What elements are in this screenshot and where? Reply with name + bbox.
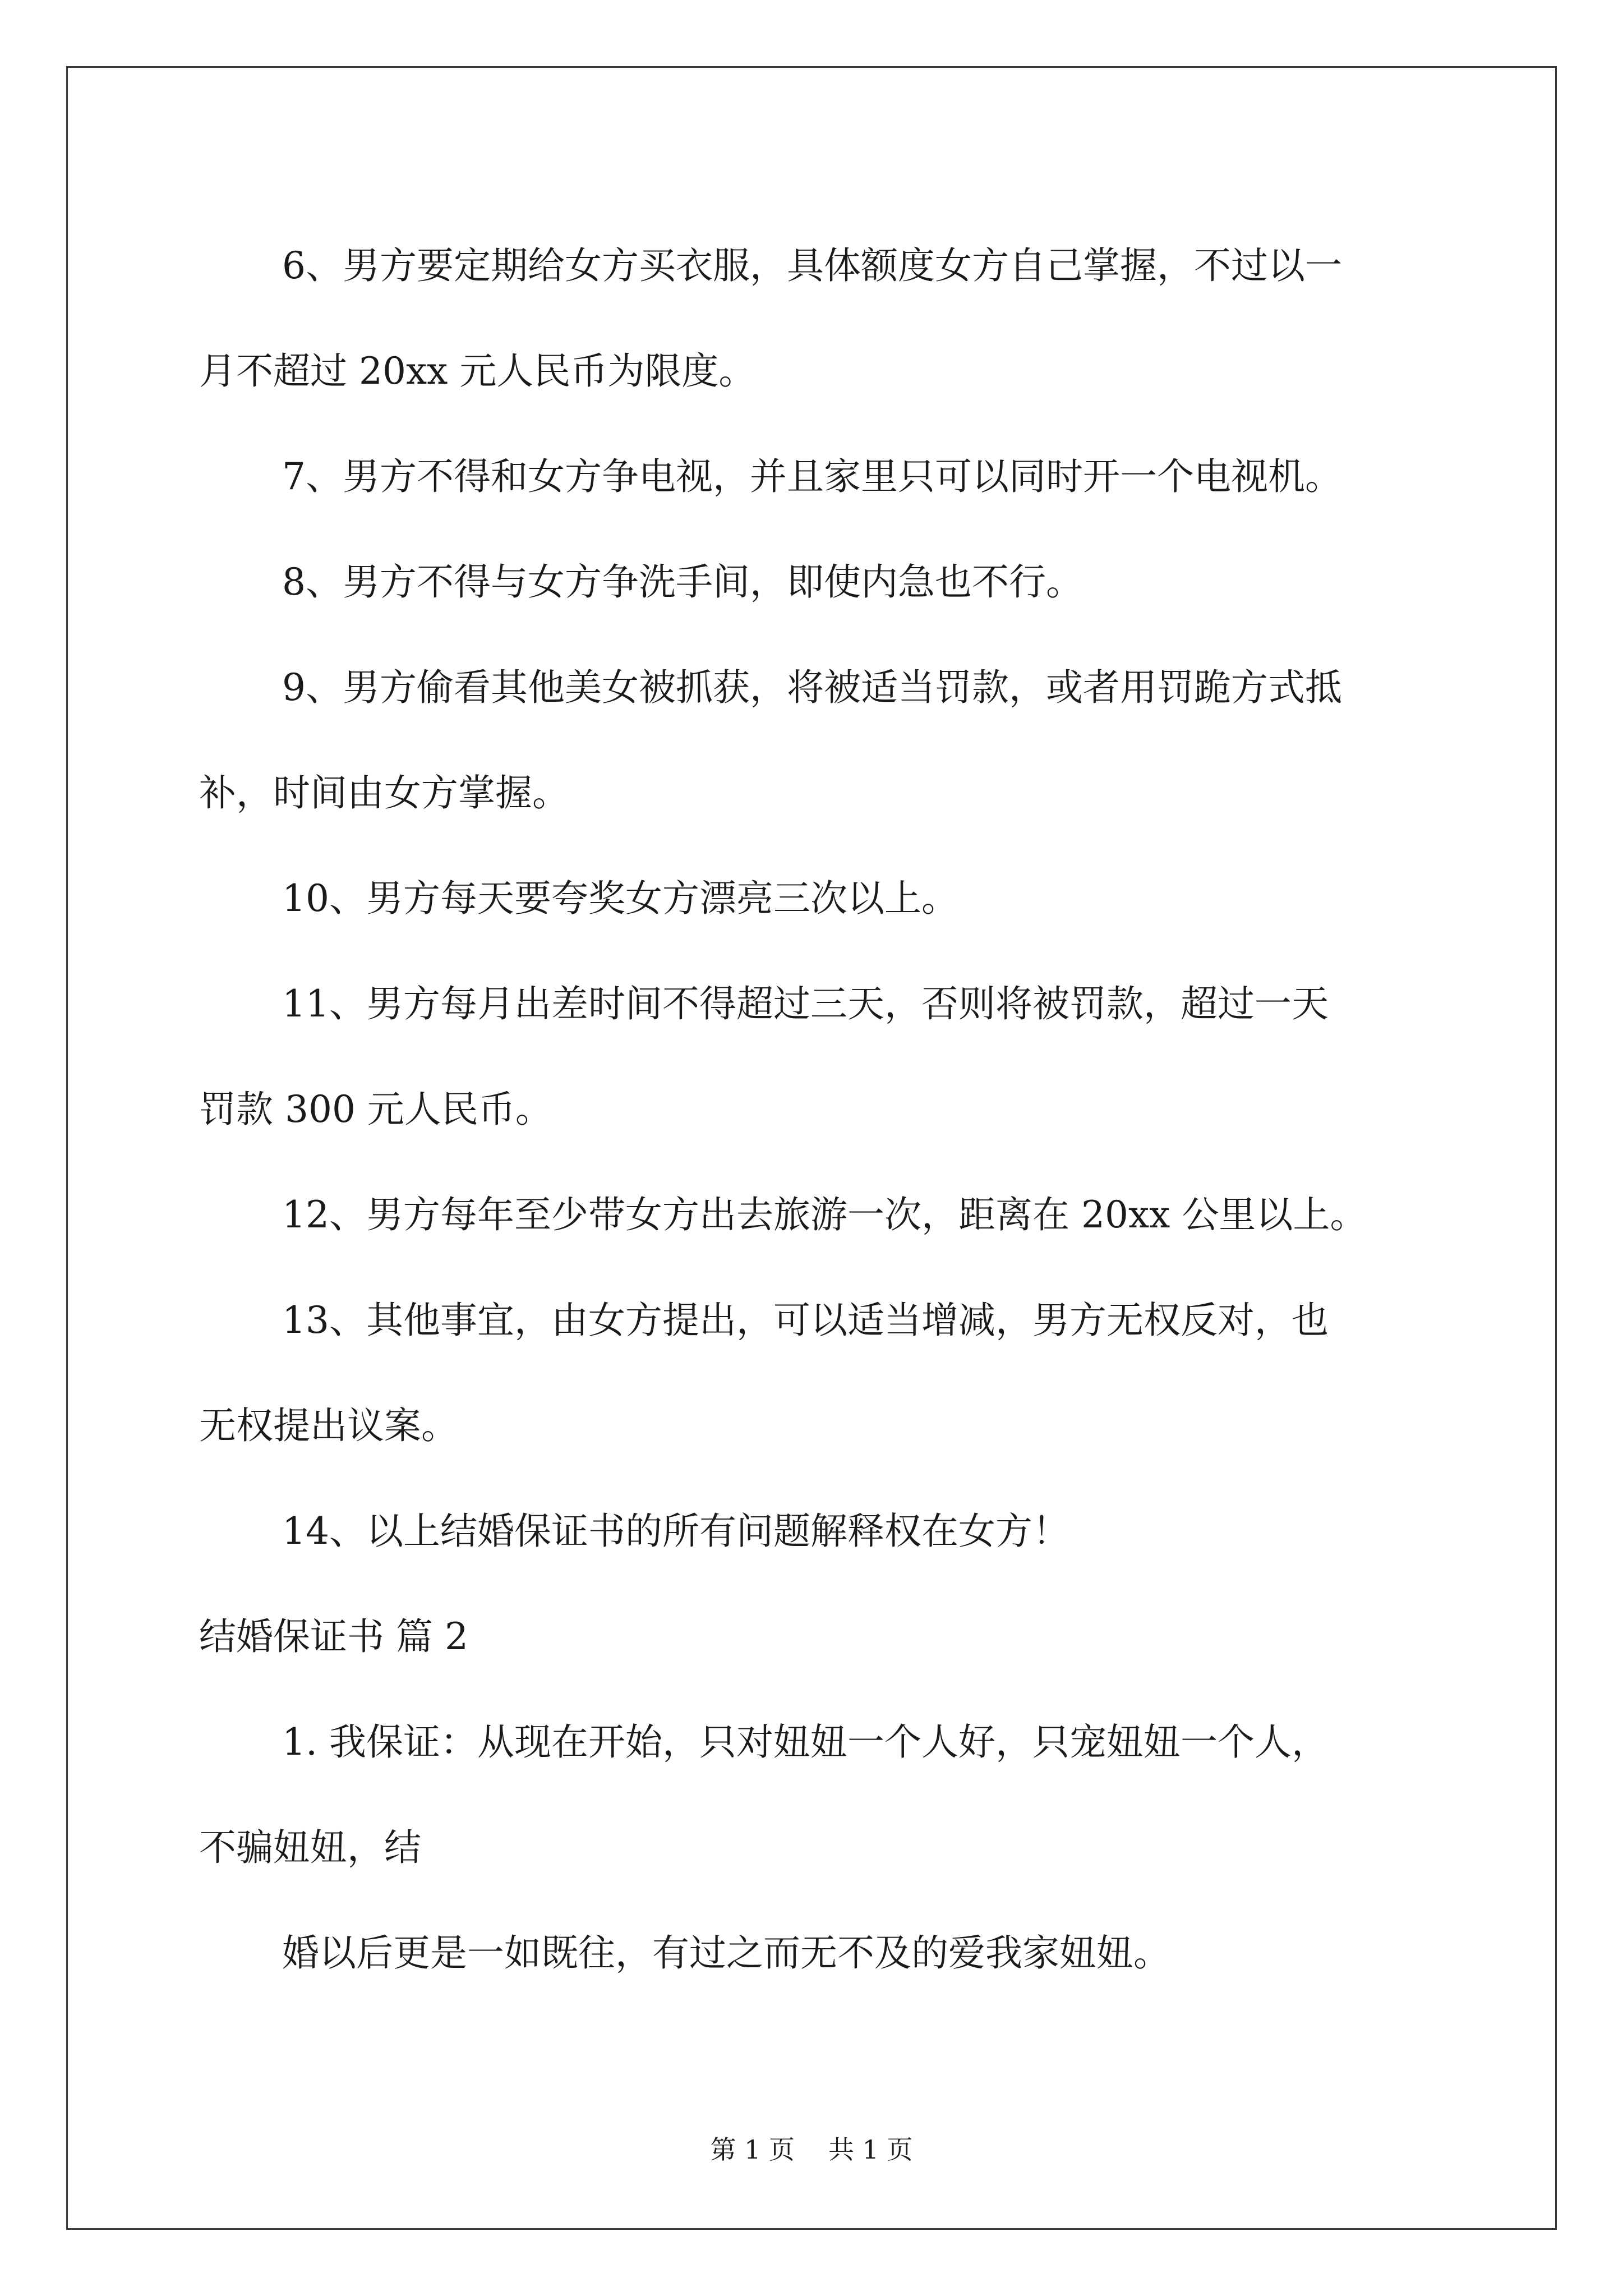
section-heading: 结婚保证书 篇 2 [199,1615,468,1658]
pledge-1-line-3: 婚以后更是一如既往，有过之而无不及的爱我家妞妞。 [282,1931,1170,1975]
paragraph-item-10: 10、男方每天要夸奖女方漂亮三次以上。 [282,877,958,920]
paragraph-item-13-line-1: 13、其他事宜，由女方提出，可以适当增减，男方无权反对，也 [282,1299,1329,1342]
page-number: 第 1 页 [710,2134,795,2165]
paragraph-item-8: 8、男方不得与女方争洗手间，即使内急也不行。 [282,560,1083,604]
page-total: 共 1 页 [828,2134,913,2165]
paragraph-item-11-line-2: 罚款 300 元人民币。 [199,1088,552,1131]
paragraph-item-7: 7、男方不得和女方争电视，并且家里只可以同时开一个电视机。 [282,455,1342,498]
pledge-1-line-2: 不骗妞妞，结 [199,1826,421,1869]
paragraph-item-6-line-1: 6、男方要定期给女方买衣服，具体额度女方自己掌握，不过以一 [282,244,1342,287]
page-footer [0,2133,1623,2166]
pledge-1-line-1: 1. 我保证：从现在开始，只对妞妞一个人好，只宠妞妞一个人， [282,1720,1329,1764]
paragraph-item-13-line-2: 无权提出议案。 [199,1404,458,1447]
paragraph-item-9-line-1: 9、男方偷看其他美女被抓获，将被适当罚款，或者用罚跪方式抵 [282,666,1342,709]
paragraph-item-6-line-2: 月不超过 20xx 元人民币为限度。 [199,349,756,393]
paragraph-item-14: 14、以上结婚保证书的所有问题解释权在女方！ [282,1510,1069,1553]
paragraph-item-12: 12、男方每年至少带女方出去旅游一次，距离在 20xx 公里以上。 [282,1193,1367,1236]
paragraph-item-9-line-2: 补，时间由女方掌握。 [199,771,569,815]
paragraph-item-11-line-1: 11、男方每月出差时间不得超过三天，否则将被罚款，超过一天 [282,982,1329,1025]
document-body [199,213,1461,2006]
